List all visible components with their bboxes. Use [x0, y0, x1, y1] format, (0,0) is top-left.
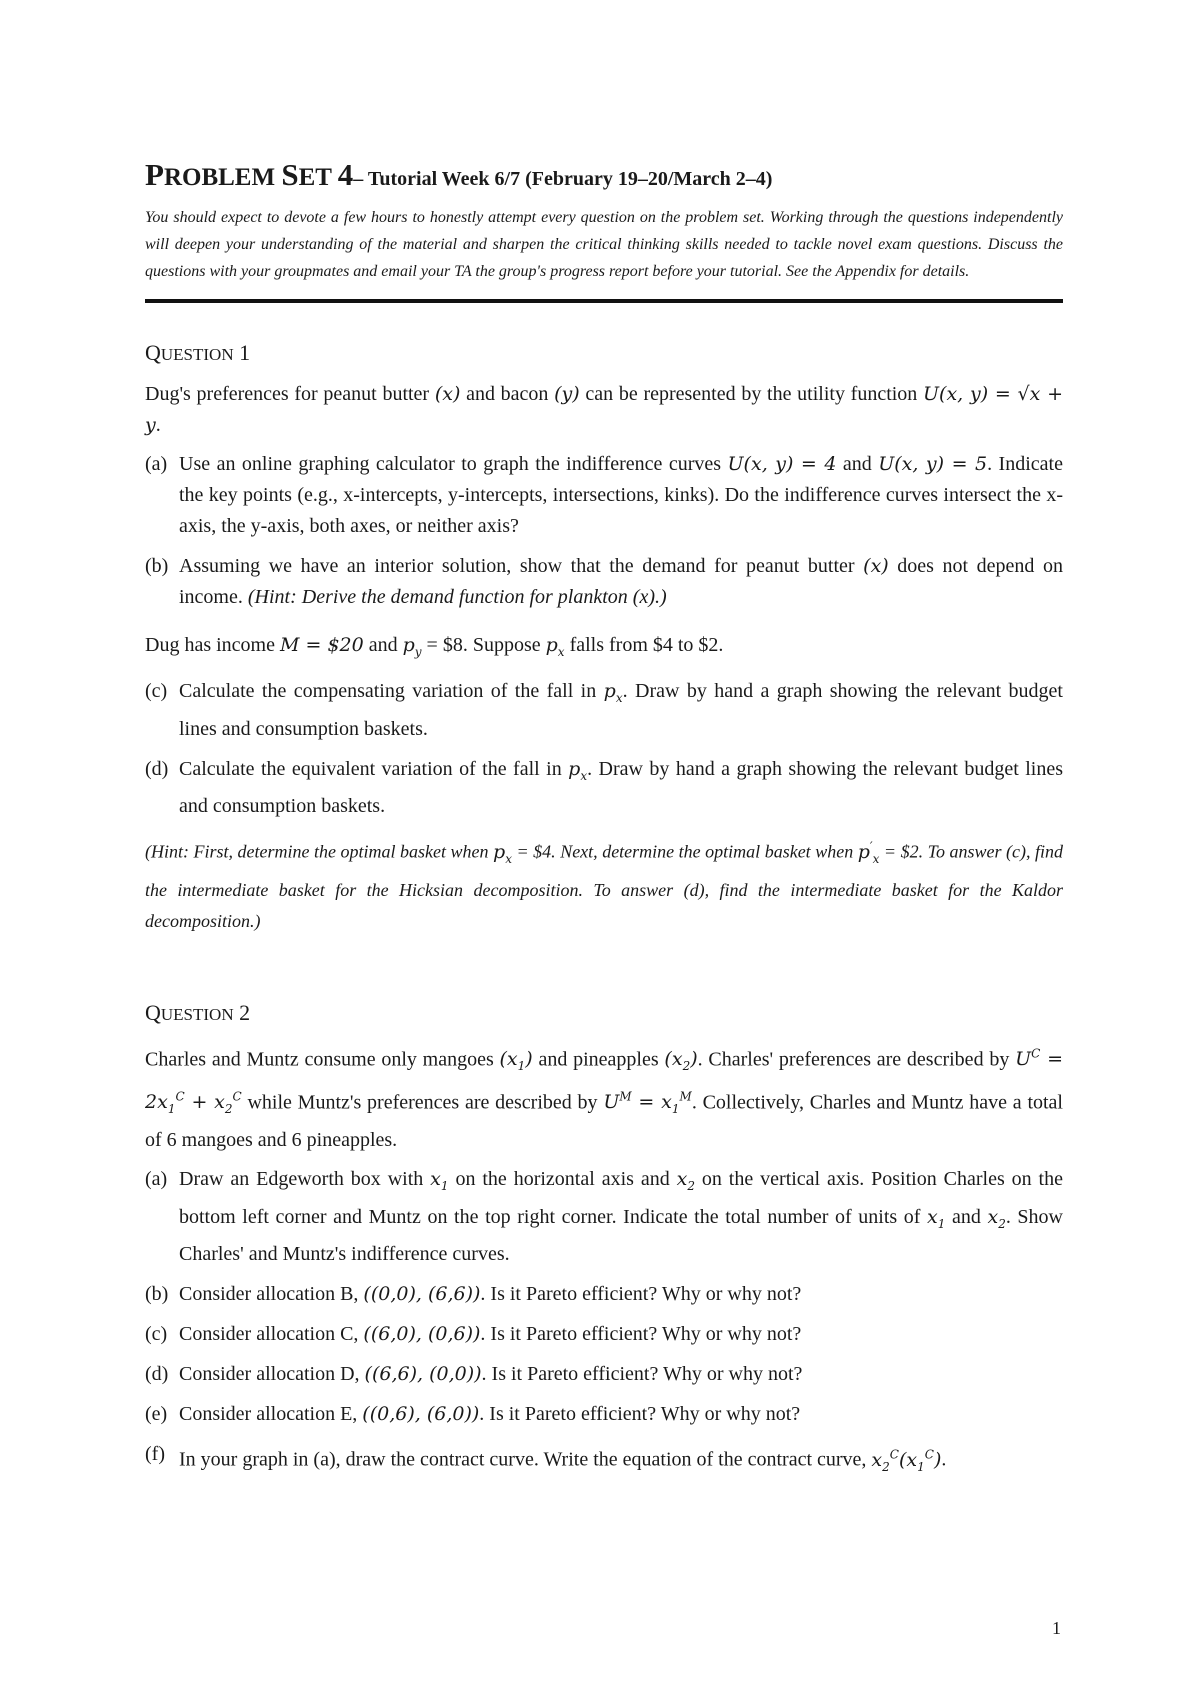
item-body — [179, 449, 1063, 542]
q2-item-a — [145, 1164, 1063, 1271]
q1-item-b — [145, 551, 1063, 613]
q1-intro — [145, 379, 1063, 441]
title-number: 4 — [337, 157, 354, 192]
item-text: In your graph in (a), draw the contract curve. Write the equation of the contract curve, — [179, 1448, 872, 1471]
q1-intro-text: and bacon — [460, 383, 555, 405]
item-math — [568, 757, 588, 783]
q1-item-c — [145, 676, 1063, 745]
q1-heading-number: 1 — [239, 340, 251, 365]
math-superscript: C — [924, 1447, 934, 1462]
q1-py-math — [402, 634, 422, 659]
math-symbol: ) — [933, 1448, 942, 1471]
q2-item-c — [145, 1319, 1063, 1350]
q1-heading-initial: Q — [145, 340, 161, 365]
q1-intro-math-y: (y) — [554, 383, 580, 405]
math-symbol: p — [857, 840, 870, 863]
item-math — [676, 1167, 695, 1193]
item-body — [179, 754, 1063, 823]
title-initial: P — [145, 157, 164, 192]
problem-set-page — [145, 158, 1063, 1491]
math-superscript: C — [232, 1089, 242, 1104]
q1-hint — [145, 831, 1063, 936]
title-word1: ROBLEM — [163, 164, 276, 191]
math-symbol: ( — [898, 1448, 907, 1471]
q1-intro-text: can be represented by the utility function — [579, 383, 924, 405]
q2-muntz-utility — [603, 1089, 692, 1116]
divider-rule — [145, 299, 1063, 303]
item-text: . Is it Pareto efficient? Why or why not? — [480, 1283, 802, 1306]
item-text: Use an online graphing calculator to graph the indifference curves — [179, 453, 728, 475]
question-2-heading — [145, 999, 1063, 1029]
q2-intro-text: . Collectively, Charles and Muntz have a total of 6 mangoes and 6 pineapples. — [145, 1090, 1063, 1151]
math-symbol: p — [603, 679, 616, 702]
math-superscript: ′ — [869, 839, 873, 854]
item-label: (a) — [145, 453, 168, 475]
q1-intro-text: . — [155, 414, 161, 436]
math-subscript: 1 — [167, 1101, 176, 1116]
item-text: Consider allocation D, — [179, 1363, 365, 1386]
title-word2: ET — [298, 164, 332, 191]
math-superscript: M — [679, 1089, 692, 1104]
q1-income-math: M = $20 — [279, 634, 364, 656]
math-subscript: 2 — [998, 1216, 1006, 1231]
item-body — [179, 1279, 1063, 1310]
math-subscript: x — [580, 768, 588, 783]
math-subscript: 1 — [937, 1216, 946, 1231]
math-symbol: U — [1015, 1047, 1032, 1070]
q1-heading-word: UESTION — [160, 345, 234, 364]
q1-px-math — [545, 634, 565, 659]
math-symbol: p — [545, 634, 558, 656]
item-math: U(x, y) = 5 — [878, 453, 988, 475]
q2-item-f — [145, 1439, 1063, 1482]
math-symbol: x — [871, 1448, 883, 1471]
item-math — [430, 1167, 449, 1193]
math-symbol: x — [430, 1167, 441, 1190]
q1-mid-text: = $8. Suppose — [421, 634, 546, 656]
item-label: (d) — [145, 1363, 169, 1386]
item-text: on the horizontal axis and — [448, 1167, 677, 1190]
q2-intro-text: Charles and Muntz consume only mangoes — [145, 1047, 500, 1070]
math-subscript: y — [414, 644, 422, 659]
contract-curve-math — [871, 1447, 942, 1474]
math-symbol: ) — [525, 1047, 533, 1070]
q1-utility-function: U(x, y) = √x + y — [145, 383, 1064, 436]
item-text: on the vertical axis. Position Charles on the bottom left corner and Muntz on the top right corner. Indicate the total number of units of — [179, 1167, 1063, 1228]
math-subscript: 2 — [682, 1058, 691, 1073]
q1-intro-text: Dug's preferences for peanut butter — [145, 383, 435, 405]
item-math: ((6,6), (0,0)) — [364, 1363, 482, 1386]
hint-text: = $4. Next, determine the optimal basket when — [512, 841, 858, 862]
item-label: (b) — [145, 555, 169, 577]
q2-heading-initial: Q — [145, 999, 161, 1025]
item-text: does not depend on income. — [179, 555, 1063, 608]
math-superscript: C — [889, 1447, 899, 1462]
item-math — [927, 1205, 946, 1231]
math-subscript: 1 — [917, 1459, 925, 1474]
math-subscript: 2 — [882, 1459, 890, 1474]
math-subscript: x — [505, 851, 512, 866]
item-text: . Show Charles' and Muntz's indifference curves. — [179, 1205, 1063, 1266]
item-label: (f) — [145, 1443, 165, 1466]
item-text: Calculate the compensating variation of the fall in — [179, 679, 604, 702]
math-superscript: C — [175, 1089, 185, 1104]
q2-intro-text: . Charles' preferences are described by — [697, 1047, 1016, 1070]
item-math — [603, 679, 623, 705]
item-body — [179, 676, 1063, 745]
item-text: . — [941, 1448, 947, 1471]
item-label: (c) — [145, 1323, 168, 1346]
q2-item-b — [145, 1279, 1063, 1310]
math-subscript: 2 — [687, 1178, 695, 1193]
item-body — [179, 1359, 1063, 1390]
math-subscript: x — [872, 851, 880, 866]
math-symbol: (x — [499, 1047, 518, 1070]
math-symbol: U — [603, 1090, 620, 1113]
item-text: . Is it Pareto efficient? Why or why not? — [481, 1363, 803, 1386]
math-symbol: x — [906, 1448, 918, 1471]
math-symbol: + x — [184, 1090, 225, 1113]
q2-item-d — [145, 1359, 1063, 1390]
hint-text: (Hint: First, determine the optimal basket when — [145, 841, 494, 862]
item-body — [179, 551, 1063, 613]
item-text: Calculate the equivalent variation of the fall in — [179, 757, 569, 780]
math-symbol: x — [987, 1205, 999, 1228]
math-symbol: = x — [631, 1090, 672, 1113]
item-math: ((0,0), (6,6)) — [363, 1283, 481, 1306]
math-symbol: x — [927, 1205, 938, 1228]
item-body — [179, 1399, 1063, 1430]
item-label: (b) — [145, 1283, 169, 1306]
item-math: ((0,6), (6,0)) — [362, 1403, 480, 1426]
q2-x1-math — [499, 1047, 533, 1073]
item-body — [179, 1439, 1063, 1482]
hint-math — [857, 839, 880, 866]
math-symbol: p — [402, 634, 415, 656]
q2-intro-text: while Muntz's preferences are described by — [241, 1090, 604, 1113]
item-math: U(x, y) = 4 — [727, 453, 837, 475]
item-label: (c) — [145, 679, 168, 702]
q1-intro-math-x: (x) — [434, 383, 461, 405]
item-label: (d) — [145, 757, 169, 780]
q2-intro-text: and pineapples — [532, 1047, 665, 1070]
item-text: . Is it Pareto efficient? Why or why not? — [480, 1323, 802, 1346]
math-subscript: 1 — [440, 1178, 449, 1193]
item-text: . Draw by hand a graph showing the relevant budget lines and consumption baskets. — [179, 679, 1063, 740]
q1-income-paragraph — [145, 630, 1063, 668]
q2-heading-word: UESTION — [160, 1004, 234, 1024]
item-text: Assuming we have an interior solution, show that the demand for peanut butter — [179, 555, 864, 577]
title-subtitle: – Tutorial Week 6/7 (February 19–20/March 2–4) — [353, 168, 773, 190]
hint-text: = $2. To answer (c), find the intermediate basket for the Hicksian decomposition. To answer (d), find the intermediate basket for the Kaldor decomposition.) — [145, 841, 1063, 931]
item-body — [179, 1319, 1063, 1350]
item-text: Consider allocation E, — [179, 1403, 363, 1426]
math-subscript: x — [615, 690, 623, 705]
math-symbol: = 2x — [145, 1047, 1064, 1113]
math-symbol: (x — [664, 1047, 683, 1070]
hint-math — [493, 840, 512, 866]
item-text: . Draw by hand a graph showing the relevant budget lines and consumption baskets. — [179, 757, 1064, 818]
q1-mid-text: and — [363, 634, 403, 656]
item-body — [179, 1164, 1063, 1271]
page-title — [145, 158, 1063, 196]
item-text: and — [945, 1205, 988, 1228]
math-superscript: C — [1031, 1046, 1041, 1061]
math-subscript: x — [557, 644, 565, 659]
math-symbol: ) — [690, 1047, 698, 1070]
item-label: (a) — [145, 1167, 168, 1190]
item-text: . Is it Pareto efficient? Why or why not? — [479, 1403, 801, 1426]
question-1-heading — [145, 339, 1063, 369]
item-text: and — [836, 453, 879, 475]
item-math: ((6,0), (0,6)) — [363, 1323, 481, 1346]
item-label: (e) — [145, 1403, 168, 1426]
q2-intro — [145, 1039, 1063, 1156]
item-text: Draw an Edgeworth box with — [179, 1167, 431, 1190]
item-math — [987, 1205, 1006, 1231]
q2-item-e — [145, 1399, 1063, 1430]
item-text: Consider allocation B, — [179, 1283, 364, 1306]
math-symbol: p — [568, 757, 581, 780]
math-subscript: 1 — [671, 1101, 680, 1116]
item-text: Consider allocation C, — [179, 1323, 364, 1346]
math-subscript: 2 — [224, 1101, 233, 1116]
page-number: 1 — [1052, 1618, 1061, 1638]
q1-item-d — [145, 754, 1063, 823]
math-symbol: x — [676, 1167, 688, 1190]
math-symbol: p — [493, 840, 506, 863]
item-hint: (Hint: Derive the demand function for plankton (x).) — [247, 586, 667, 608]
item-math: (x) — [863, 555, 889, 577]
q1-mid-text: falls from $4 to $2. — [564, 634, 724, 656]
q2-heading-number: 2 — [239, 999, 251, 1025]
math-subscript: 1 — [517, 1058, 526, 1073]
q2-x2-math — [664, 1047, 698, 1073]
q1-mid-text: Dug has income — [145, 634, 280, 656]
q1-item-a — [145, 449, 1063, 542]
math-superscript: M — [619, 1089, 632, 1104]
intro-paragraph: You should expect to devote a few hours to honestly attempt every question on the problem set. Working through the questions independently will deepen your understanding of the material and sharpen the critical thinking skills needed to tackle novel exam questions. Discuss the questions with your groupmates and email your TA the group's progress report before your tutorial. See the Appendix for details. — [145, 209, 1063, 280]
item-text: . Indicate the key points (e.g., x-intercepts, y-intercepts, intersections, kinks). Do the indifference curves intersect the x-axis, the y-axis, both axes, or neither axis? — [179, 453, 1063, 537]
title-initial2: S — [281, 157, 299, 192]
